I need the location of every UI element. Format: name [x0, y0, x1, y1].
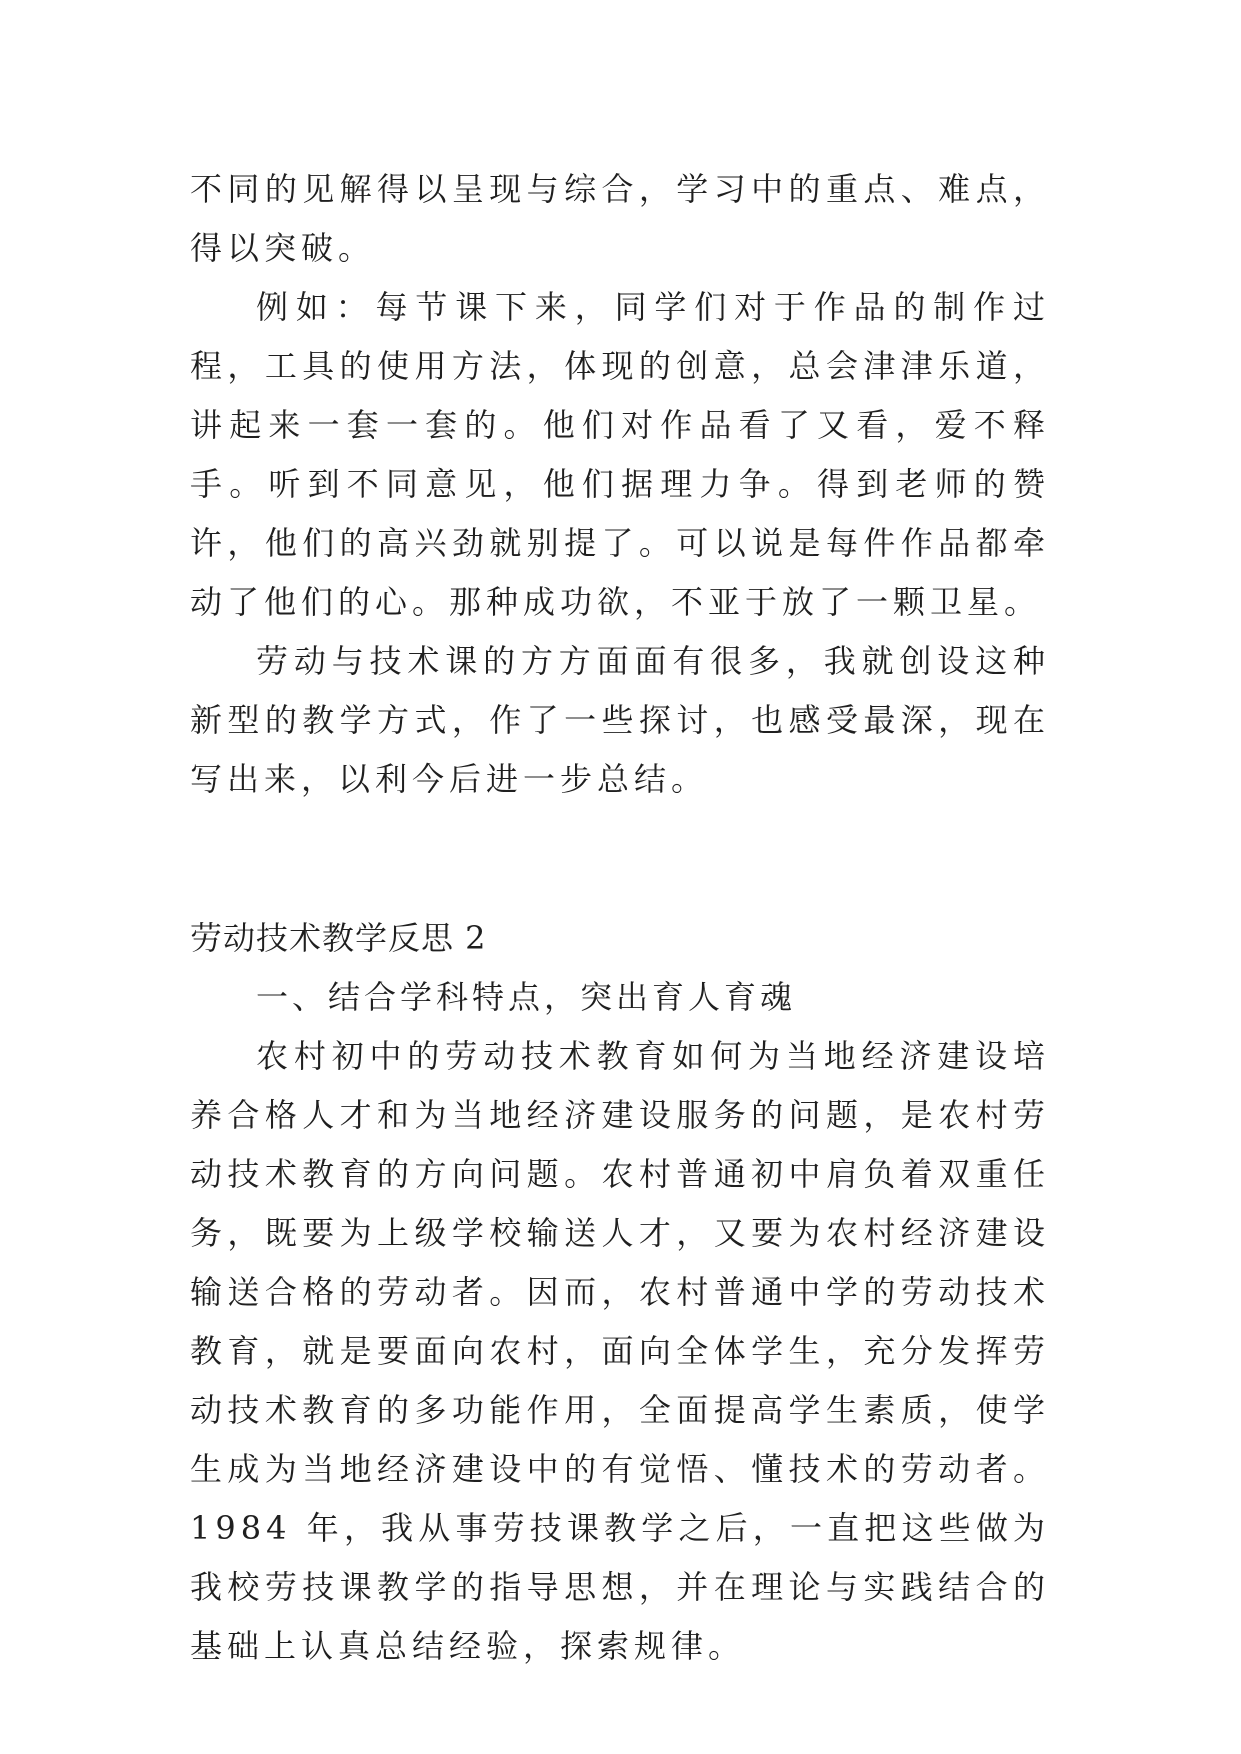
paragraph-continuation: 不同的见解得以呈现与综合，学习中的重点、难点，得以突破。	[190, 170, 1050, 267]
section-title: 劳动技术教学反思 2	[190, 919, 487, 957]
document-page	[190, 160, 1050, 1676]
section-body-paragraph: 农村初中的劳动技术教育如何为当地经济建设培养合格人才和为当地经济建设服务的问题，是农村劳动技术教育的方向问题。农村普通初中肩负着双重任务，既要为上级学校输送人才，又要为农村经济建设输送合格的劳动者。因而，农村普通中学的劳动技术教育，就是要面向农村，面向全体学生，充分发挥劳动技术教育的多功能作用，全面提高学生素质，使学生成为当地经济建设中的有觉悟、懂技术的劳动者。1984 年，我从事劳技课教学之后，一直把这些做为我校劳技课教学的指导思想，并在理论与实践结合的基础上认真总结经验，探索规律。	[190, 1037, 1050, 1665]
paragraph-example: 例如：每节课下来，同学们对于作品的制作过程，工具的使用方法，体现的创意，总会津津乐道，讲起来一套一套的。他们对作品看了又看，爱不释手。听到不同意见，他们据理力争。得到老师的赞许，他们的高兴劲就别提了。可以说是每件作品都牵动了他们的心。那种成功欲，不亚于放了一颗卫星。	[190, 288, 1050, 621]
section-subheading: 一、结合学科特点，突出育人育魂	[256, 978, 797, 1016]
paragraph-summary: 劳动与技术课的方方面面有很多，我就创设这种新型的教学方式，作了一些探讨，也感受最深，现在写出来，以利今后进一步总结。	[190, 642, 1050, 798]
